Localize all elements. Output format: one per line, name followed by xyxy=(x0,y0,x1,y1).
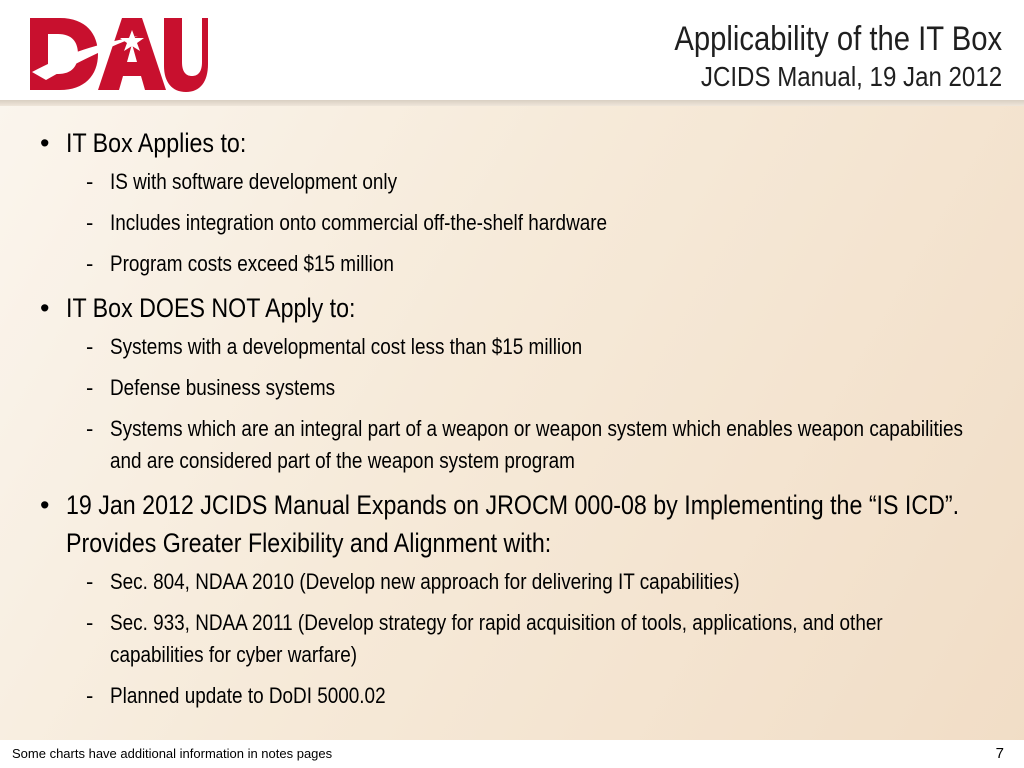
sub-item xyxy=(40,372,990,404)
footer-note: Some charts have additional information in notes pages xyxy=(12,746,333,761)
bullet-dot-icon: • xyxy=(40,128,50,158)
dash-icon: - xyxy=(86,416,94,441)
sub-item-text: Includes integration onto commercial off-the-shelf hardware xyxy=(110,210,608,235)
slide-header xyxy=(0,0,1024,106)
sub-item-text: Sec. 804, NDAA 2010 (Develop new approach for delivering IT capabilities) xyxy=(110,569,740,594)
page-number: 7 xyxy=(995,745,1004,762)
sub-item xyxy=(40,331,990,363)
title-block xyxy=(621,18,1002,94)
slide-footer xyxy=(0,740,1024,768)
bullet-does-not-apply xyxy=(40,289,990,327)
header-divider xyxy=(0,100,1024,106)
bullet-dot-icon: • xyxy=(40,293,50,323)
dash-icon: - xyxy=(86,169,94,194)
sub-item-text: Program costs exceed $15 million xyxy=(110,251,394,276)
bullet-dot-icon: • xyxy=(40,490,50,520)
dash-icon: - xyxy=(86,569,94,594)
dash-icon: - xyxy=(86,610,94,635)
sub-item-text: Planned update to DoDI 5000.02 xyxy=(110,683,386,708)
bullet-text: 19 Jan 2012 JCIDS Manual Expands on JROCM 000-08 by Implementing the “IS ICD”. Provides Greater Flexibility and Alignment with: xyxy=(66,490,960,558)
sub-item xyxy=(40,248,990,280)
slide-title: Applicability of the IT Box xyxy=(674,20,1002,58)
dash-icon: - xyxy=(86,210,94,235)
sub-item xyxy=(40,166,990,198)
sub-item xyxy=(40,680,990,712)
dau-logo xyxy=(26,14,210,92)
dash-icon: - xyxy=(86,251,94,276)
bullet-jcids-expands xyxy=(40,486,990,562)
sub-item-text: Systems which are an integral part of a weapon or weapon system which enables weapon capabilities and are considered part of the weapon system program xyxy=(110,416,963,473)
sub-item xyxy=(40,413,990,477)
sub-item-text: IS with software development only xyxy=(110,169,398,194)
sub-item xyxy=(40,607,990,671)
slide-body xyxy=(40,124,990,721)
slide-subtitle: JCIDS Manual, 19 Jan 2012 xyxy=(700,61,1002,92)
bullet-applies-to xyxy=(40,124,990,162)
sub-item-text: Systems with a developmental cost less than $15 million xyxy=(110,334,583,359)
sub-item xyxy=(40,207,990,239)
bullet-text: IT Box DOES NOT Apply to: xyxy=(66,293,356,323)
bullet-text: IT Box Applies to: xyxy=(66,128,247,158)
dash-icon: - xyxy=(86,683,94,708)
dash-icon: - xyxy=(86,375,94,400)
dash-icon: - xyxy=(86,334,94,359)
sub-item-text: Defense business systems xyxy=(110,375,336,400)
sub-item-text: Sec. 933, NDAA 2011 (Develop strategy for rapid acquisition of tools, applications, and other capabilities for cyber warfare) xyxy=(110,610,883,667)
sub-item xyxy=(40,566,990,598)
